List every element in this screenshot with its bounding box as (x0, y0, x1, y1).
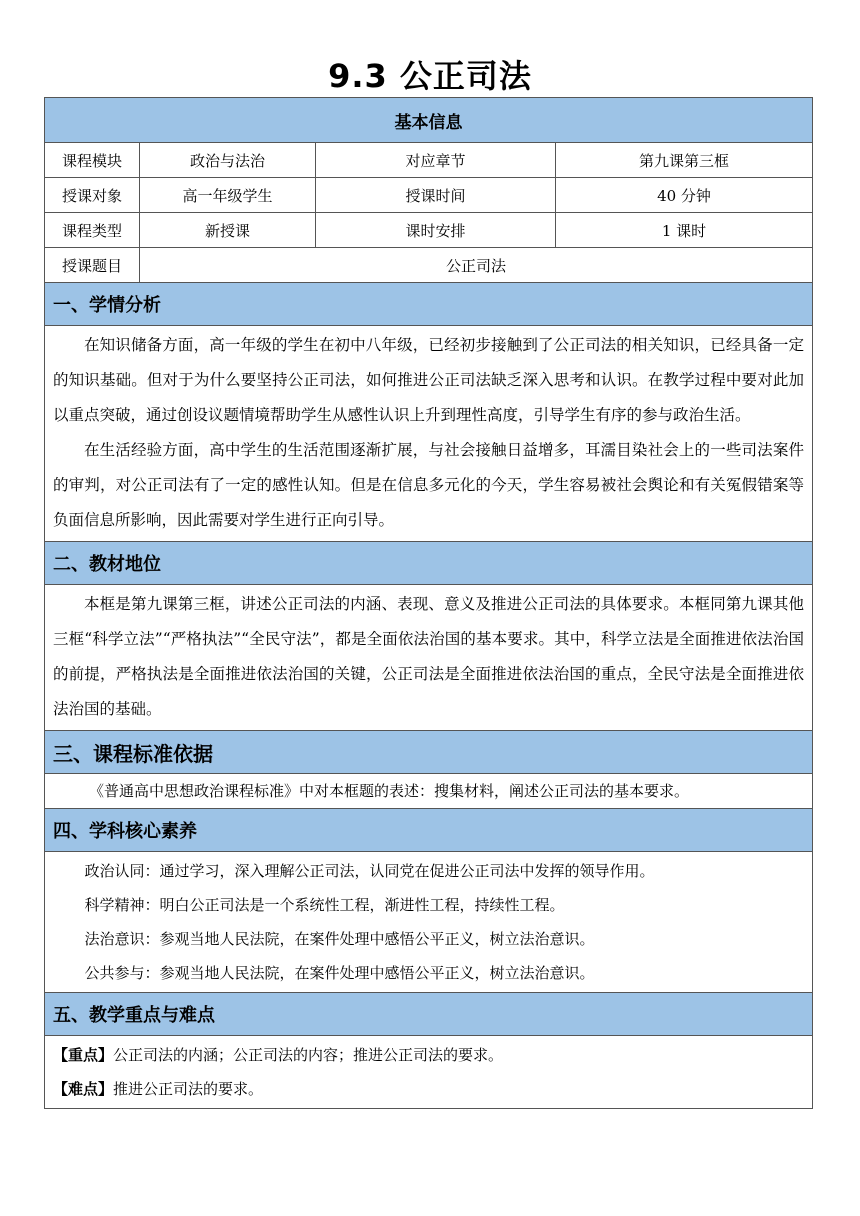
topic-row (45, 248, 813, 283)
literacy-line: 法治意识：参观当地人民法院，在案件处理中感悟公平正义，树立法治意识。 (84, 930, 595, 948)
paragraph: 在知识储备方面，高一年级的学生在初中八年级，已经初步接触到了公正司法的相关知识，已经具备一定的知识基础。但对于为什么要坚持公正司法，如何推进公正司法缺乏深入思考和认识。在教学过程中要对此加以重点突破，通过创设议题情境帮助学生从感性认识上升到理性高度，引导学生有序的参与政治生活。 (53, 336, 804, 424)
basic-info-header-row (45, 98, 813, 143)
duration-label: 授课时间 (316, 178, 556, 213)
learner-analysis-body (45, 326, 813, 542)
basic-info-header: 基本信息 (45, 98, 813, 143)
chapter-value: 第九课第三框 (556, 143, 813, 178)
key-text: 公正司法的内涵；公正司法的内容；推进公正司法的要求。 (113, 1046, 504, 1064)
page-title: 9.3 公正司法 (328, 57, 532, 95)
section-header-textbook-position: 二、教材地位 (45, 542, 813, 585)
curriculum-standard-body (45, 774, 813, 809)
info-row (45, 143, 813, 178)
duration-value: 40 分钟 (556, 178, 813, 213)
difficulty-label: 【难点】 (53, 1080, 114, 1098)
literacy-line: 公共参与：参观当地人民法院，在案件处理中感悟公平正义，树立法治意识。 (84, 964, 595, 982)
paragraph: 本框是第九课第三框，讲述公正司法的内涵、表现、意义及推进公正司法的具体要求。本框同第九课其他三框“科学立法”“严格执法”“全民守法”，都是全面依法治国的基本要求。其中，科学立法是全面推进依法治国的前提，严格执法是全面推进依法治国的关键，公正司法是全面推进依法治国的重点，全民守法是全面推进依法治国的基础。 (53, 595, 804, 718)
difficulty-line (53, 1072, 804, 1106)
info-row (45, 213, 813, 248)
audience-label: 授课对象 (45, 178, 140, 213)
chapter-label: 对应章节 (316, 143, 556, 178)
difficulty-text: 推进公正司法的要求。 (113, 1080, 264, 1098)
section-header-learner-analysis: 一、学情分析 (45, 283, 813, 326)
schedule-value: 1 课时 (556, 213, 813, 248)
topic-value: 公正司法 (140, 248, 813, 283)
schedule-label: 课时安排 (316, 213, 556, 248)
lesson-plan-table (44, 97, 813, 1109)
info-row (45, 178, 813, 213)
section-header-curriculum-standard: 三、课程标准依据 (45, 731, 813, 774)
course-module-value: 政治与法治 (140, 143, 316, 178)
literacy-line: 政治认同：通过学习，深入理解公正司法，认同党在促进公正司法中发挥的领导作用。 (84, 862, 655, 880)
section-header-core-literacy: 四、学科核心素养 (45, 809, 813, 852)
audience-value: 高一年级学生 (140, 178, 316, 213)
literacy-line: 科学精神：明白公正司法是一个系统性工程，渐进性工程，持续性工程。 (84, 896, 565, 914)
section-header-key-points: 五、教学重点与难点 (45, 993, 813, 1036)
paragraph: 《普通高中思想政治课程标准》中对本框题的表述：搜集材料，阐述公正司法的基本要求。 (89, 782, 690, 800)
key-label: 【重点】 (53, 1046, 114, 1064)
course-type-value: 新授课 (140, 213, 316, 248)
topic-label: 授课题目 (45, 248, 140, 283)
core-literacy-body (45, 852, 813, 993)
course-type-label: 课程类型 (45, 213, 140, 248)
course-module-label: 课程模块 (45, 143, 140, 178)
key-points-body (45, 1036, 813, 1109)
textbook-position-body (45, 585, 813, 731)
paragraph: 在生活经验方面，高中学生的生活范围逐渐扩展，与社会接触日益增多，耳濡目染社会上的一些司法案件的审判，对公正司法有了一定的感性认知。但是在信息多元化的今天，学生容易被社会舆论和有关冤假错案等负面信息所影响，因此需要对学生进行正向引导。 (53, 441, 804, 529)
key-point-line (53, 1038, 804, 1072)
